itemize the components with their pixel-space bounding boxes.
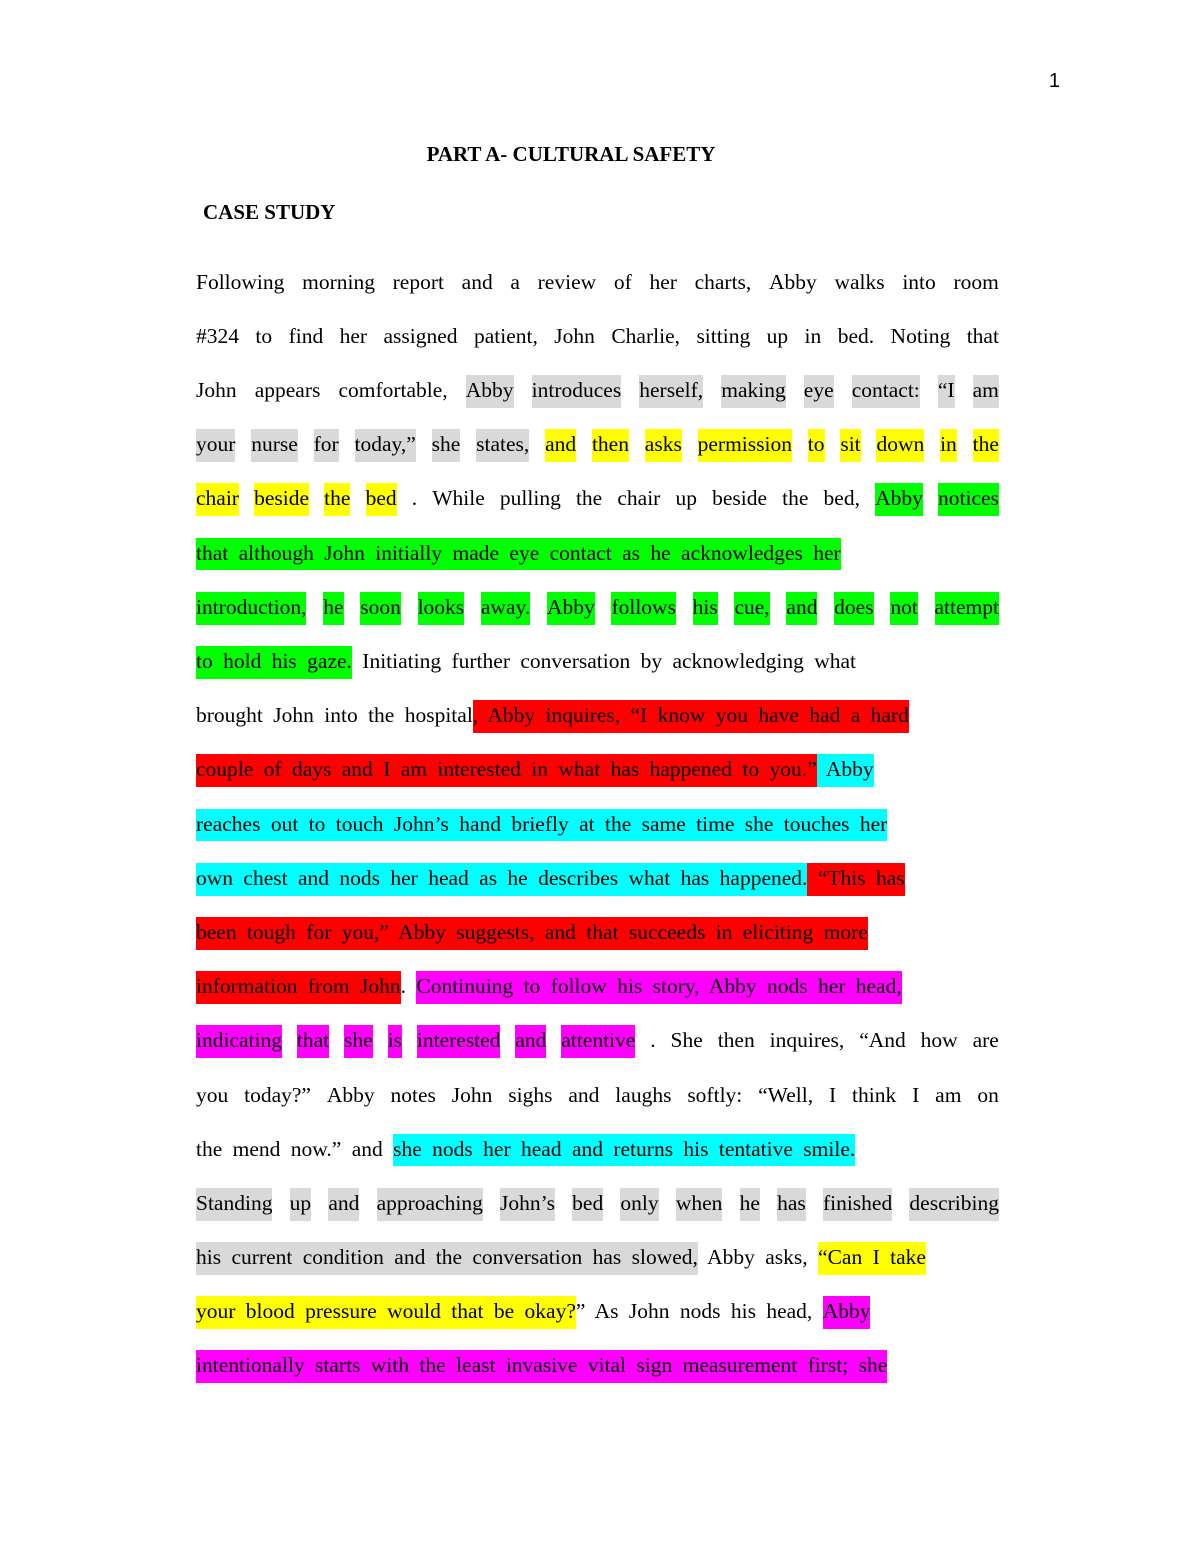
text-word: indicating — [196, 1025, 282, 1058]
text-word: the — [973, 429, 999, 462]
text-word: John’s — [500, 1188, 555, 1221]
text-line — [196, 364, 999, 418]
text-word: and — [545, 429, 576, 462]
text-word: comfortable, — [338, 378, 448, 403]
text-line — [196, 1123, 999, 1177]
text-word: patient, — [473, 323, 538, 348]
highlighted-text: , Abby inquires, “I know you have had a hard — [473, 700, 909, 733]
plain-text: the mend now.” and — [196, 1136, 394, 1161]
text-word: report — [392, 269, 444, 294]
text-word: to — [255, 323, 273, 348]
text-word: for — [314, 429, 339, 462]
text-word: find — [288, 323, 324, 348]
text-word: into — [902, 269, 936, 294]
text-word: walks — [834, 269, 885, 294]
text-word: when — [676, 1188, 723, 1221]
text-word: her — [649, 269, 677, 294]
plain-text: Initiating further conversation by acknowledging what — [351, 649, 856, 673]
text-line — [196, 1340, 999, 1394]
text-word: in — [804, 323, 822, 348]
text-word: “I — [938, 375, 955, 408]
text-word: laughs — [615, 1082, 672, 1107]
text-word: the — [782, 486, 809, 511]
text-line — [196, 1177, 999, 1231]
text-word: making — [721, 375, 786, 408]
text-word: follows — [611, 592, 676, 625]
text-word: your — [196, 429, 235, 462]
text-word: he — [740, 1188, 760, 1221]
text-word: today,” — [355, 429, 416, 462]
text-word: introduction, — [196, 592, 306, 625]
text-word: chair — [196, 483, 239, 516]
text-word: has — [777, 1188, 806, 1221]
text-word: bed. — [837, 323, 875, 348]
highlighted-text: been tough for you,” Abby suggests, and that succeeds in eliciting more — [196, 917, 868, 950]
text-word: I — [829, 1082, 837, 1107]
highlighted-text: reaches out to touch John’s hand briefly at the same time she touches her — [196, 809, 887, 842]
text-word: She — [670, 1028, 703, 1053]
text-word: introduces — [532, 375, 622, 408]
highlighted-text: your blood pressure would that be okay? — [196, 1296, 576, 1329]
text-word: think — [852, 1082, 897, 1107]
text-line — [196, 1231, 999, 1285]
page-number: 1 — [1048, 70, 1060, 92]
text-word: is — [388, 1025, 402, 1058]
text-word: he — [323, 592, 343, 625]
text-line — [196, 852, 999, 906]
text-word: that — [297, 1025, 329, 1058]
text-word: attentive — [561, 1025, 635, 1058]
text-word: attempt — [935, 592, 999, 625]
text-word: only — [620, 1188, 658, 1221]
text-word: she — [432, 429, 461, 462]
text-word: herself, — [639, 375, 703, 408]
text-line — [196, 256, 999, 310]
highlighted-text: “Can I take — [818, 1242, 926, 1275]
text-word: and — [461, 269, 493, 294]
text-word: chair — [617, 486, 661, 511]
text-word: finished — [823, 1188, 892, 1221]
text-word: and — [786, 592, 817, 625]
text-line — [196, 906, 999, 960]
text-word: the — [575, 486, 603, 511]
text-word: does — [834, 592, 873, 625]
text-line — [196, 527, 999, 581]
text-word: Abby — [326, 1082, 375, 1107]
text-word: then — [717, 1028, 755, 1053]
text-word: permission — [698, 429, 792, 462]
text-word: of — [613, 269, 632, 294]
highlighted-text: his current condition and the conversation has slowed, — [196, 1242, 698, 1275]
text-word: Standing — [196, 1188, 272, 1221]
text-line — [196, 798, 999, 852]
text-word: room — [953, 269, 999, 294]
text-word: softly: — [687, 1082, 743, 1107]
text-word: review — [537, 269, 597, 294]
text-word: Abby — [466, 375, 514, 408]
text-word: interested — [417, 1025, 501, 1058]
text-word: Abby — [547, 592, 595, 625]
text-word: assigned — [383, 323, 458, 348]
text-word: pulling — [499, 486, 561, 511]
plain-text: Abby asks, — [697, 1245, 819, 1270]
text-line — [196, 310, 999, 364]
text-word: bed, — [823, 486, 860, 511]
text-word: states, — [476, 429, 529, 462]
highlighted-text: she nods her head and returns his tentative smile. — [393, 1134, 855, 1167]
text-word: bed — [366, 483, 397, 516]
text-word: “Well, — [758, 1082, 814, 1107]
text-word: beside — [712, 486, 768, 511]
text-word: Noting — [890, 323, 951, 348]
highlighted-text: “This has — [807, 863, 904, 896]
text-word: sitting — [696, 323, 751, 348]
text-word: am — [935, 1082, 962, 1107]
text-word: “And — [859, 1028, 906, 1053]
text-word: describing — [909, 1188, 999, 1221]
text-word: her — [339, 323, 368, 348]
section-heading: CASE STUDY — [203, 200, 336, 224]
text-word: not — [890, 592, 917, 625]
text-word: bed — [572, 1188, 603, 1221]
text-word: then — [592, 429, 629, 462]
text-word: up — [675, 486, 697, 511]
text-word: I — [912, 1082, 920, 1107]
highlighted-text: couple of days and I am interested in what has happened to you.” — [196, 754, 817, 787]
text-word: sighs — [508, 1082, 553, 1107]
text-word: the — [324, 483, 350, 516]
text-word: up — [766, 323, 789, 348]
text-line — [196, 690, 999, 744]
text-word: John — [196, 378, 237, 403]
text-word: up — [290, 1188, 312, 1221]
text-word: . — [650, 1028, 656, 1053]
text-word: eye — [804, 375, 834, 408]
plain-text: . — [400, 974, 417, 999]
text-word: and — [515, 1025, 546, 1058]
text-word: down — [876, 429, 924, 462]
text-word: to — [808, 429, 825, 462]
text-word: While — [432, 486, 485, 511]
text-word: soon — [360, 592, 401, 625]
text-word: his — [693, 592, 718, 625]
text-word: how — [920, 1028, 958, 1053]
plain-text: ” As John nods his head, — [575, 1299, 823, 1324]
text-line — [196, 419, 999, 473]
text-word: that — [966, 323, 999, 348]
text-word: morning — [302, 269, 375, 294]
plain-text: brought John into the hospital — [196, 703, 473, 728]
text-line — [196, 1015, 999, 1069]
text-word: #324 — [196, 323, 239, 348]
highlighted-text: Abby — [823, 1296, 871, 1329]
text-word: and — [568, 1082, 600, 1107]
text-word: John — [554, 323, 595, 348]
text-word: Abby — [875, 483, 923, 516]
text-line — [196, 960, 999, 1014]
text-word: appears — [254, 378, 321, 403]
text-word: approaching — [377, 1188, 483, 1221]
text-word: asks — [645, 429, 682, 462]
text-word: sit — [840, 429, 860, 462]
text-word: am — [973, 375, 999, 408]
body-text — [196, 256, 999, 1394]
text-word: are — [972, 1028, 999, 1053]
text-word: Following — [196, 269, 285, 294]
document-title: PART A- CULTURAL SAFETY — [426, 142, 716, 166]
text-word: Abby — [768, 269, 817, 294]
highlighted-text: that although John initially made eye contact as he acknowledges her — [196, 538, 841, 571]
text-word: she — [344, 1025, 373, 1058]
text-word: you — [196, 1082, 229, 1107]
text-word: looks — [418, 592, 465, 625]
text-word: cue, — [734, 592, 769, 625]
text-word: on — [977, 1082, 999, 1107]
text-word: away. — [481, 592, 530, 625]
highlighted-text: information from John — [196, 971, 401, 1004]
highlighted-text: own chest and nods her head as he describes what has happened. — [196, 863, 807, 896]
text-word: charts, — [694, 269, 752, 294]
text-line — [196, 581, 999, 635]
text-word: today?” — [244, 1082, 311, 1107]
text-word: inquires, — [769, 1028, 845, 1053]
text-word: in — [940, 429, 957, 462]
text-word: and — [328, 1188, 359, 1221]
text-word: beside — [254, 483, 309, 516]
text-word: nurse — [251, 429, 298, 462]
text-word: . — [411, 486, 418, 511]
text-line — [196, 1286, 999, 1340]
text-line — [196, 473, 999, 527]
text-word: Charlie, — [611, 323, 681, 348]
text-line — [196, 635, 999, 689]
text-word: contact: — [852, 375, 920, 408]
highlighted-text: intentionally starts with the least invasive vital sign measurement first; she — [196, 1350, 887, 1383]
text-word: John — [451, 1082, 493, 1107]
text-word: a — [510, 269, 520, 294]
highlighted-text: Continuing to follow his story, Abby nods her head, — [416, 971, 901, 1004]
highlighted-text: Abby — [817, 754, 874, 787]
text-line — [196, 1069, 999, 1123]
text-line — [196, 744, 999, 798]
highlighted-text: to hold his gaze. — [196, 646, 352, 679]
text-word: notes — [390, 1082, 436, 1107]
text-word: notices — [938, 483, 999, 516]
